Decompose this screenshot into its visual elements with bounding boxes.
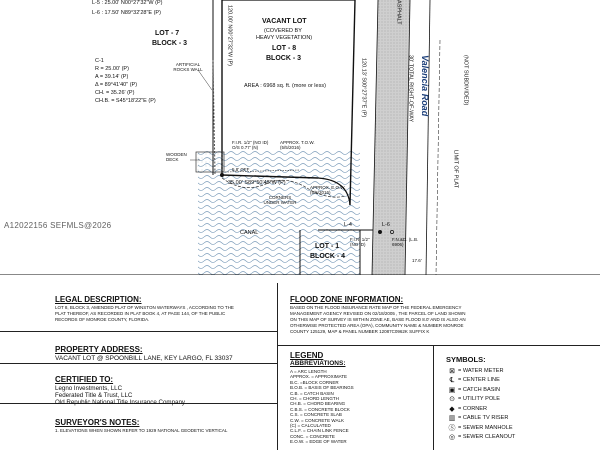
c1-chord-bearing: CH.B. = S45°18'22"E (P) — [95, 98, 156, 104]
row-line — [426, 0, 430, 275]
center-line-icon: ℄ — [449, 377, 455, 385]
divider-flood — [277, 345, 600, 346]
fir-right-marker — [378, 230, 382, 234]
offset-label: 5.8' OFF — [232, 167, 250, 172]
utility-pole-icon: ⊙ — [449, 396, 455, 404]
divider-vertical-main — [277, 283, 278, 450]
flood-zone-title: FLOOD ZONE INFORMATION: — [290, 295, 404, 304]
legal-line-1: LOT 8, BLOCK 3, AMENDED PLAT OF WINSTON WATERWAYS , ACCORDING TO THE — [55, 305, 234, 310]
symbol-item-utility-pole: ⊙ = UTILITY POLE — [446, 395, 515, 405]
wooden-deck-label: WOODEN DECK — [166, 152, 187, 163]
certified-line-1: Legno Investments, LLC — [55, 385, 123, 392]
flood-line-3: ON THIS MAP OF SURVEY IS WITHIN ZONE AE, BASE FLOOD 8.0' AND IS ALSO AN — [290, 317, 466, 322]
abbreviation-item: CH. = CHORD LENGTH — [290, 396, 339, 402]
fir-left-label: F.I.R. 1/2" (NO ID) O/S 0.77' (N) — [232, 140, 269, 151]
c1-delta: Δ = 89°41'40" (P) — [95, 82, 138, 88]
c1-label: C-1 — [95, 58, 104, 64]
c1-chord: CH. = 35.26' (P) — [95, 90, 135, 96]
cable-tv-riser-icon: ▥ — [448, 415, 456, 423]
sewer-cleanout-icon: ◎ — [448, 434, 456, 442]
area-label: AREA : 6968 sq. ft. (more or less) — [244, 83, 326, 89]
symbol-item-catch-basin: ▣ = CATCH BASIN — [446, 385, 515, 395]
heavy-vegetation-label: HEAVY VEGETATION) — [256, 35, 313, 41]
symbol-item-corner: ◆ = CORNER — [446, 404, 515, 414]
symbol-item-sewer-cleanout: ◎ = SEWER CLEANOUT — [446, 433, 515, 443]
legend-title: LEGEND — [290, 351, 324, 360]
block-3-center-label: BLOCK - 3 — [266, 55, 301, 62]
valencia-road-label: Valencia Road — [420, 55, 430, 117]
approx-tow-label: APPROX. T.O.W. (5/5/2016) — [280, 140, 315, 151]
lot-7-label: LOT - 7 — [155, 30, 180, 37]
dim-17-6-label: 17.6' — [412, 258, 422, 263]
curve-l5-label: L-5 : 25.00' N00°27'32"W (P) — [92, 0, 163, 6]
south-bearing-label: 35.00' S89°50'48"W (P) — [228, 180, 286, 186]
water-meter-icon: ⊠ — [449, 367, 455, 375]
curve-l6-label: L-6 : 17.50' N89°32'28"E (P) — [92, 10, 161, 16]
abbreviation-item: CONC. = CONCRETE — [290, 433, 335, 439]
not-subdivided-label: (NOT SUBDIVIDED) — [462, 55, 469, 106]
flood-line-1: BASED ON THE FLOOD INSURANCE RATE MAP OF THE FEDERAL EMERGENCY — [290, 305, 462, 310]
certified-to-title: CERTIFIED TO: — [55, 375, 114, 384]
l6-bottom-label: L-6 — [382, 222, 390, 228]
symbol-list — [446, 366, 515, 442]
certified-line-3: Old Republic National Title Insurance Company — [55, 399, 186, 406]
legal-line-2: PLAT THEREOF, AS RECORDED IN PLAT BOOK 4, AT PAGE 144, OF THE PUBLIC — [55, 311, 226, 316]
approx-eow-label: APPROX. E.O.W. (5/5/2016) — [310, 185, 346, 196]
fir-right-label: F.I.R. 1/2" (NO ID) — [350, 237, 370, 248]
symbol-item-sewer-manhole: Ⓢ = SEWER MANHOLE — [446, 423, 515, 433]
symbol-item-water-meter: ⊠ = WATER METER — [446, 366, 515, 376]
symbol-item-center-line: ℄ = CENTER LINE — [446, 376, 515, 386]
legal-line-3: RECORDS OF MONROE COUNTY, FLORIDA. — [55, 317, 150, 322]
lot-1-label: LOT - 1 — [315, 243, 340, 250]
abbreviation-item: C.W. = CONCRETE WALK — [290, 417, 344, 423]
limit-of-plat-label: LIMIT OF PLAT — [452, 150, 459, 188]
abbreviation-item: C.S. = CONCRETE SLAB — [290, 412, 342, 418]
abbreviation-item: (C) = CALCULATED — [290, 423, 331, 429]
fir-left-marker — [220, 173, 224, 177]
divider-address — [0, 363, 277, 364]
abbreviations-title: ABBREVIATIONS: — [290, 360, 346, 367]
c1-radius: R = 25.00' (P) — [95, 66, 129, 72]
surveyors-notes-title: SURVEYOR'S NOTES: — [55, 418, 140, 427]
divider-legal — [0, 331, 277, 332]
abbreviation-item: C.B. = CATCH BASIN — [290, 390, 334, 396]
valencia-road-asphalt — [372, 0, 410, 275]
fnd-label: F.N.&D. (L.B. 6906) — [392, 237, 419, 248]
property-address-title: PROPERTY ADDRESS: — [55, 345, 143, 354]
corner-icon: ◆ — [449, 405, 455, 413]
abbreviation-item: CH.B. = CHORD BEARING — [290, 401, 346, 407]
l4-label: L-4 — [344, 222, 352, 228]
catch-basin-icon: ▣ — [448, 386, 456, 394]
abbreviation-list — [290, 369, 354, 445]
west-bearing-label: 120.00' N00°27'32"W (P) — [226, 5, 233, 66]
symbol-item-cable-tv-riser: ▥ = CABLE TV RISER — [446, 414, 515, 424]
abbreviation-item: C.L.F. = CHAIN LINK FENCE — [290, 428, 349, 434]
legal-description-title: LEGAL DESCRIPTION: — [55, 295, 142, 304]
abbreviation-item: C.B.S. = CONCRETE BLOCK — [290, 406, 350, 412]
canal-label: CANAL — [240, 230, 259, 236]
abbreviation-item: E.O.W. = EDGE OF WATER — [290, 439, 347, 445]
lot-8-label: LOT - 8 — [272, 45, 297, 52]
flood-line-4: OTHERWISE PROTECTED AREA (OPA), COMMUNITY NAME & NUMBER MONROE — [290, 323, 464, 328]
abbreviation-item: A = ARC LENGTH — [290, 369, 327, 374]
symbols-title: SYMBOLS: — [446, 355, 486, 364]
abbreviation-item: B.O.B. = BASIS OF BEARINGS — [290, 385, 354, 391]
mls-watermark: A12022156 SEFMLS@2026 — [4, 221, 112, 230]
divider-vertical-legend — [433, 345, 434, 450]
block-3-left-label: BLOCK - 3 — [152, 40, 187, 47]
covered-by-label: (COVERED BY — [264, 28, 302, 34]
property-address-value: VACANT LOT @ SPOONBILL LANE, KEY LARGO, FL 33037 — [55, 355, 233, 362]
asphalt-label: ASPHALT — [395, 0, 402, 25]
row-width-label: 30' TOTAL RIGHT-OF-WAY — [407, 55, 414, 123]
east-bearing-label: 120.13' S00°27'37"E (P) — [360, 58, 367, 118]
certified-line-2: Federated Title & Trust, LLC — [55, 392, 133, 399]
sewer-manhole-icon: Ⓢ — [448, 424, 456, 432]
flood-line-2: MANAGEMENT AGENCY REVISED ON 02/18/2005 , THE PARCEL OF LAND SHOWN — [290, 311, 466, 316]
c1-arc: A = 39.14' (P) — [95, 74, 129, 80]
vacant-lot-label: VACANT LOT — [262, 18, 307, 25]
title-block — [0, 275, 600, 450]
surveyors-note-1: 1. ELEVATIONS WHEN SHOWN REFER TO 1929 NATIONAL GEODETIC VERTICAL — [55, 428, 228, 433]
limit-of-plat-line — [436, 40, 440, 275]
wooden-deck — [196, 152, 224, 172]
corners-under-water-label: CORNERS UNDER WATER — [263, 195, 297, 206]
lot-7-rock-arrow — [198, 70, 212, 90]
block-4-label: BLOCK - 4 — [310, 253, 345, 260]
artificial-rocks-label: ARTIFICIAL ROCKS WALL — [173, 62, 203, 73]
abbreviation-item: B.C. =BLOCK CORNER — [290, 379, 339, 385]
abbreviation-item: APPROX. = APPROXIMATE — [290, 374, 348, 380]
flood-line-5: COUNTY 125129, MAP & PANEL NUMBER 12087C0962K SUFFIX K — [290, 329, 430, 334]
